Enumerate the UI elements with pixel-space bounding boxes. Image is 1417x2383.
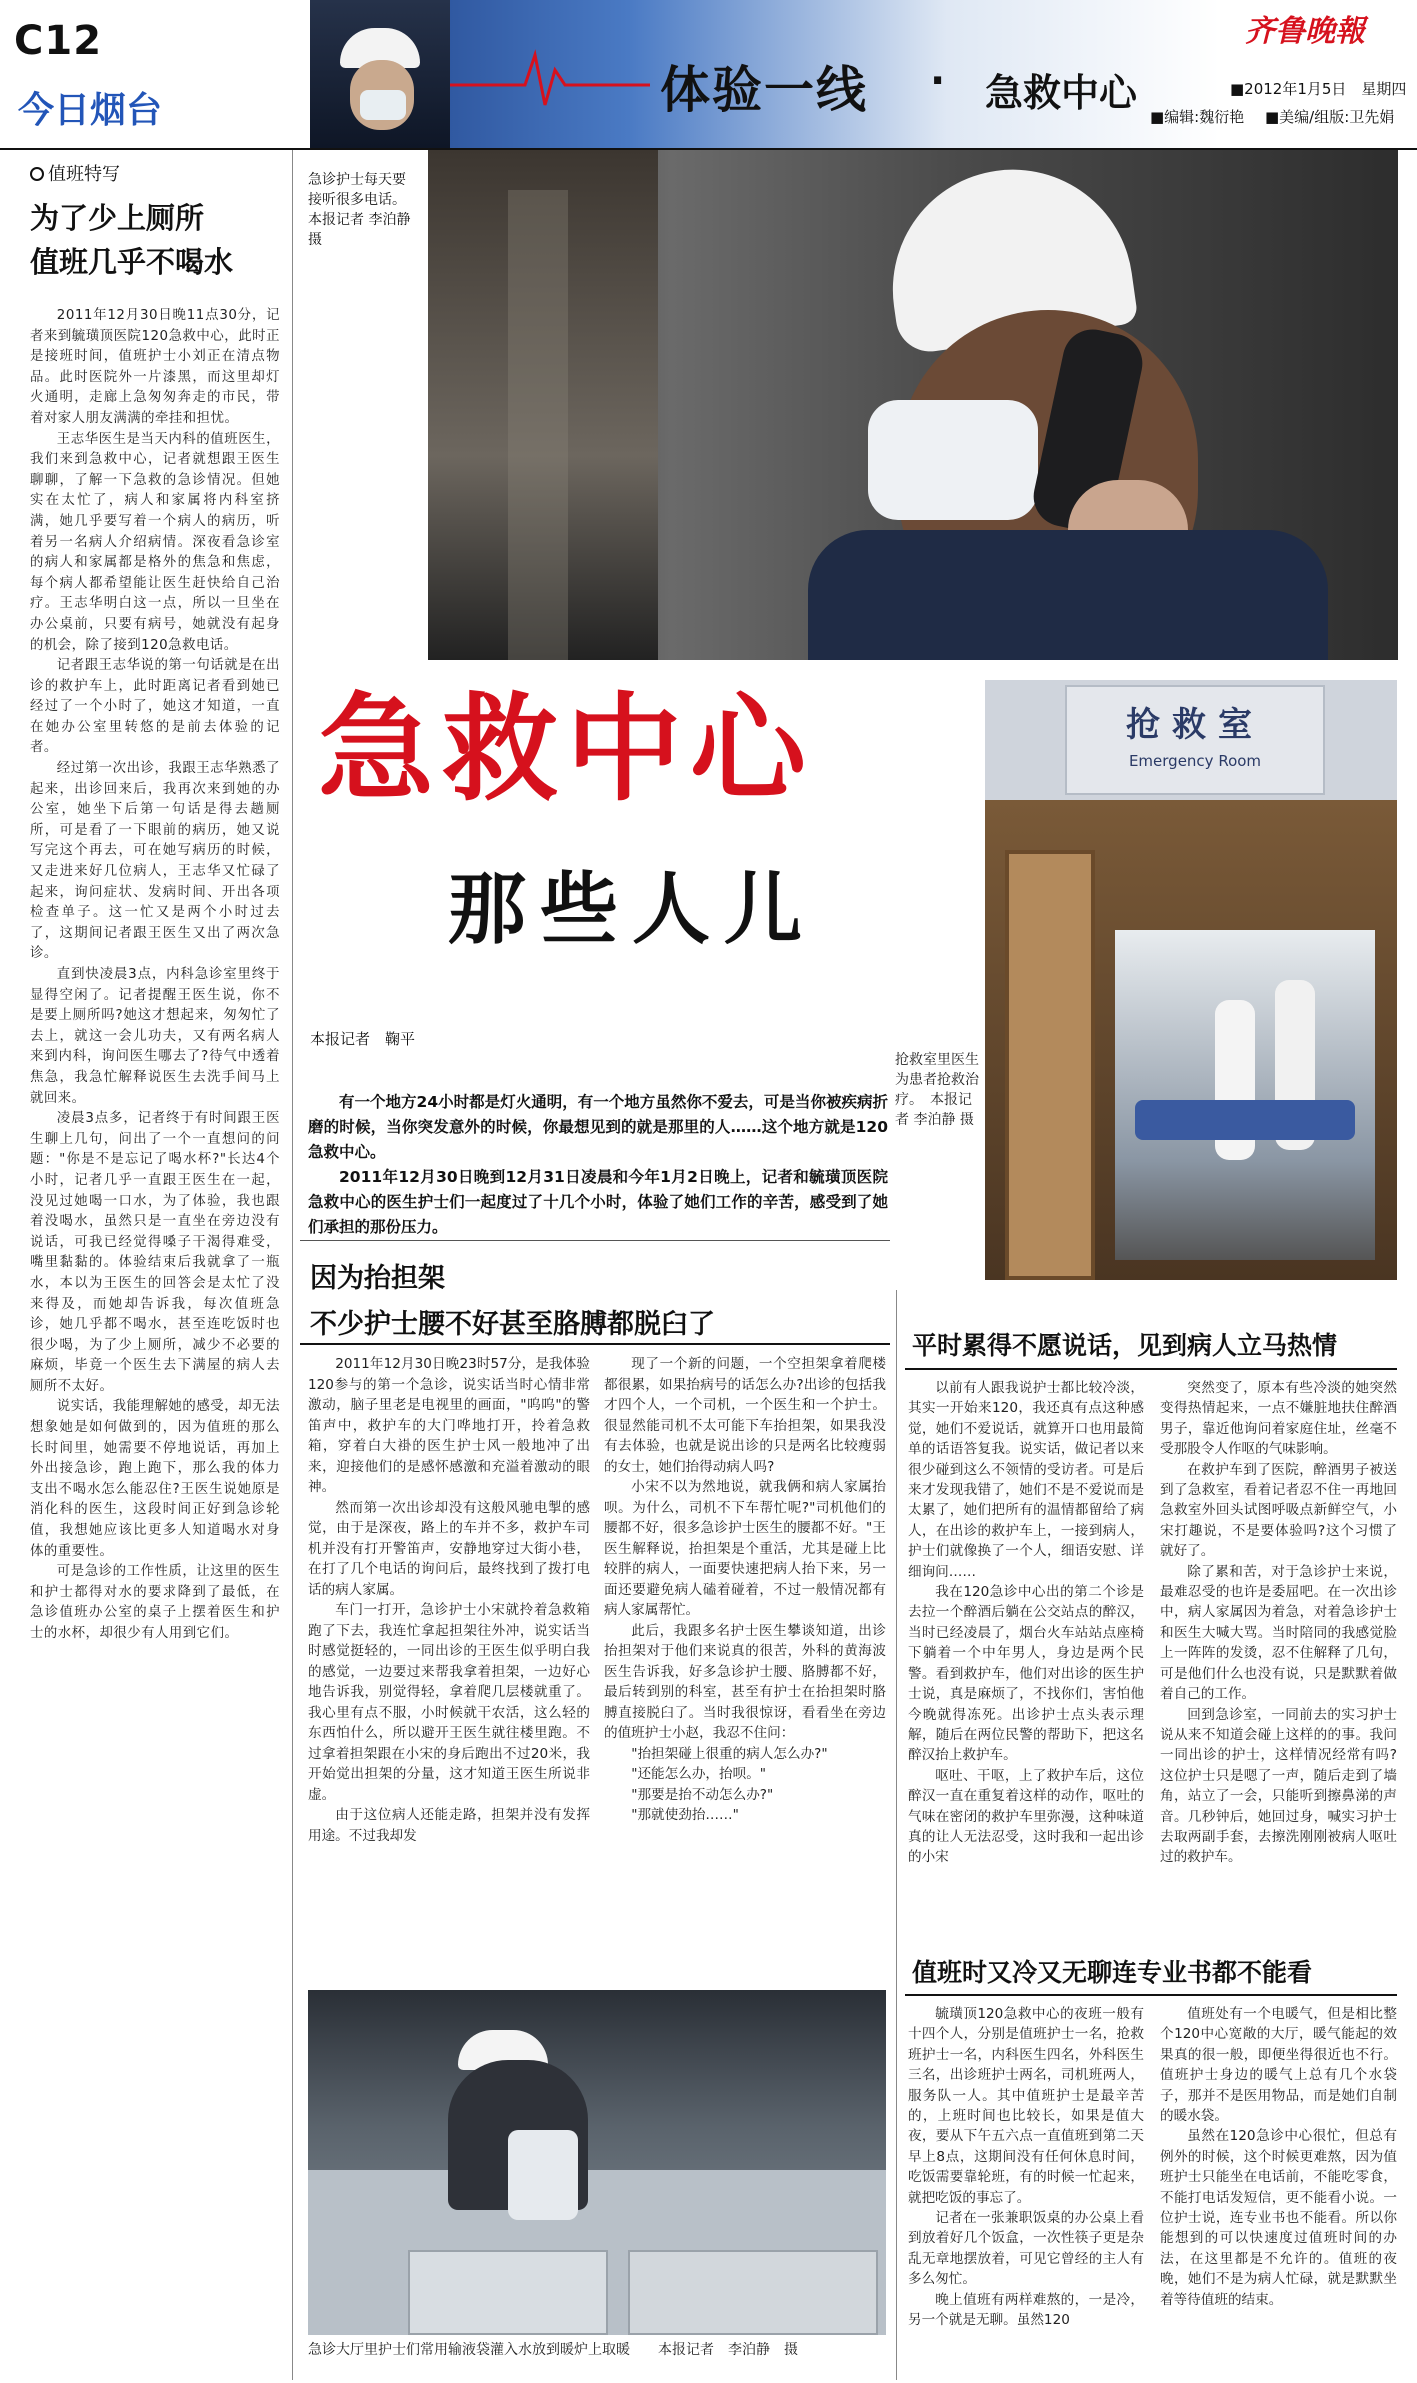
section3-rule	[905, 1994, 1397, 1996]
section1-paragraph: "还能怎么办，抬呗。"	[631, 1766, 767, 1782]
byline: 本报记者 鞠平	[310, 1030, 416, 1048]
section2-col2	[1160, 1378, 1397, 1868]
sidebar-tag-text: 值班特写	[48, 164, 120, 185]
banner-nurse-photo	[310, 0, 450, 148]
newspaper-logo: 齐鲁晚報	[1245, 14, 1365, 49]
sidebar-paragraph: 可是急诊的工作性质，让这里的医生和护士都得对水的要求降到了最低，在急诊值班办公室的桌子上摆着医生和护士的水杯，却很少有人用到它们。	[30, 1564, 280, 1641]
section1-title-1: 因为抬担架	[310, 1263, 445, 1294]
page-number: C12	[14, 18, 103, 64]
section2-paragraph: 除了累和苦，对于急诊护士来说，最难忍受的也许是委屈吧。在一次出诊中，病人家属因为着急，对着急诊护士和医生大喊大骂。当时陪同的我感觉脸上一阵阵的发烫，忍不住解释了几句，可是他们什么也没有说，只是默默着做着自己的工作。	[1160, 1563, 1397, 1703]
section2-paragraph: 呕吐、干呕，上了救护车后，这位醉汉一直在重复着这样的动作，呕吐的气味在密闭的救护车里弥漫，这种味道真的让人无法忍受，这时我和一起出诊的小宋	[908, 1767, 1144, 1866]
tag-marker-icon	[30, 167, 44, 181]
emergency-room-photo	[985, 680, 1397, 1280]
room-sign-cn: 抢救室	[1126, 705, 1264, 745]
sidebar-title-1: 为了少上厕所	[30, 201, 205, 235]
sidebar-tag	[30, 160, 280, 186]
lead-text	[308, 1090, 888, 1240]
section1-paragraph: 车门一打开，急诊护士小宋就拎着急救箱跑了下去，我连忙拿起担架往外冲，说实话当时感觉挺轻的，一同出诊的王医生似乎明白我的感觉，一边要过来帮我拿着担架，一边好心地告诉我，别觉得轻，拿着爬几层楼就重了。我心里有点不服，小时候就干农活，这么轻的东西怕什么，所以避开王医生就往楼里跑。不过拿着担架跟在小宋的身后跑出不过20米，我开始觉出担架的分量，这才知道王医生所说非虚。	[308, 1602, 590, 1803]
section2-paragraph: 突然变了，原本有些冷淡的她突然变得热情起来，一点不嫌脏地扶住醉酒男子，靠近他询问着家庭住址，丝毫不受那股令人作呕的气味影响。	[1160, 1380, 1397, 1458]
section2-rule	[905, 1368, 1397, 1370]
section2-paragraph: 我在120急诊中心出的第二个诊是去拉一个醉酒后躺在公交站点的醉汉，当时已经凌晨了，烟台火车站站点座椅下躺着一个中年男人，身边是两个民警。看到救护车，他们对出诊的医生护士说，真是麻烦了，不找你们，害怕他今晚就得冻死。出诊护士点头表示理解，随后在两位民警的帮助下，把这名醉汉抬上救护车。	[908, 1584, 1144, 1764]
section2-paragraph: 在救护车到了医院，醉酒男子被送到了急救室，看着记者忍不住一再地回急救室外回头试图呼吸点新鲜空气，小宋打趣说，不是要体验吗?这个习惯了就好了。	[1160, 1461, 1397, 1560]
nurse-infusion-bag-photo	[308, 1990, 886, 2335]
main-headline-1: 急救中心	[318, 682, 814, 817]
section1-col1	[308, 1354, 590, 1846]
lead-paragraph: 2011年12月30日晚到12月31日凌晨和今年1月2日晚上，记者和毓璜顶医院急救中心的医生护士们一起度过了十几个小时，体验了她们工作的辛苦，感受到了她们承担的那份压力。	[308, 1168, 888, 1236]
section1-paragraph: "那就使劲抬……"	[631, 1807, 739, 1823]
section1-paragraph: "那要是抬不动怎么办?"	[631, 1786, 774, 1803]
section1-paragraph: 由于这位病人还能走路，担架并没有发挥用途。不过我却发	[308, 1807, 590, 1844]
editor-credit: ■编辑:魏衍艳	[1150, 108, 1245, 126]
section2-title: 平时累得不愿说话，见到病人立马热情	[912, 1331, 1338, 1360]
section1-paragraph: "抬担架碰上很重的病人怎么办?"	[631, 1745, 828, 1762]
section1-paragraph: 然而第一次出诊却没有这般风驰电掣的感觉，由于是深夜，路上的车并不多，救护车司机并没有打开警笛声，安静地穿过大街小巷，在打了几个电话的询问后，最终找到了拨打电话的病人家属。	[308, 1499, 590, 1598]
designer-credit: ■美编/组版:卫先娟	[1265, 108, 1395, 126]
section1-paragraph: 2011年12月30日晚23时57分，是我体验120参与的第一个急诊，说实话当时心情非常激动，脑子里老是电视里的画面，"呜呜"的警笛声中，救护车的大门哗地打开，拎着急救箱，穿着白大褂的医生护士风一般地冲了出来，迎接他们的是感怀感激和充溢着激动的眼神。	[308, 1356, 590, 1495]
lead-rule	[300, 1240, 890, 1241]
section3-col2	[1160, 2004, 1397, 2310]
column-divider	[896, 1290, 897, 2380]
section1-col2	[604, 1354, 886, 1826]
header-bar	[0, 0, 1417, 150]
photo2-caption: 抢救室里医生为患者抢救治疗。 本报记者 李泊静 摄	[895, 1052, 979, 1128]
section1-title-2: 不少护士腰不好甚至胳膊都脱臼了	[310, 1309, 715, 1340]
main-headline-2: 那些人儿	[448, 865, 817, 955]
section-name: 今日烟台	[18, 90, 163, 131]
nurse-phone-photo	[428, 150, 1398, 660]
photo1-caption: 急诊护士每天要接听很多电话。 本报记者 李泊静 摄	[308, 172, 413, 248]
section2-paragraph: 回到急诊室，一同前去的实习护士说从来不知道会碰上这样的的事。我问一同出诊的护士，这样情况经常有吗?这位护士只是嗯了一声，随后走到了墙角，站立了一会，只能听到擦鼻涕的声音。几秒钟后，她回过身，喊实习护士去取两副手套，去擦洗刚刚被病人呕吐过的救护车。	[1160, 1706, 1397, 1866]
sidebar-paragraph: 说实话，我能理解她的感受，却无法想象她是如何做到的，因为值班的那么长时间里，她需要不停地说话，再加上外出接急诊，跑上跑下，那么我的体力支出不喝水怎么能忍住?王医生说她原是消化科的医生，这段时间正好到急诊轮值，我想她应该比更多人知道喝水对身体的重要性。	[30, 1399, 280, 1559]
sidebar-paragraph: 王志华医生是当天内科的值班医生，我们来到急救中心，记者就想跟王医生聊聊，了解一下急救的急诊情况。但她实在太忙了，病人和家属将内科室挤满，她几乎要写着一个病人的病历，听着另一名病人介绍病情。深夜看急诊室的病人和家属都是格外的焦急和焦虑，每个病人都希望能让医生赶快给自己治疗。王志华明白这一点，所以一旦坐在办公桌前，只要有病号，她就没有起身的机会，除了接到120急救电话。	[30, 431, 280, 653]
section1-rule	[300, 1343, 890, 1345]
section2-paragraph: 以前有人跟我说护士都比较冷淡，其实一开始来120，我还真有点这种感觉，她们不爱说话，就算开口也用最简单的话语答复我。说实话，做记者以来很少碰到这么不领情的受访者。可是后来才发现我错了，她们不是不爱说而是太累了，她们把所有的温情都留给了病人，在出诊的救护车上，一接到病人，护士们就像换了一个人，细语安慰、详细询问……	[908, 1380, 1144, 1580]
photo3-caption: 急诊大厅里护士们常用输液袋灌入水放到暖炉上取暖 本报记者 李泊静 摄	[308, 2342, 798, 2358]
section3-title: 值班时又冷又无聊连专业书都不能看	[912, 1958, 1313, 1987]
section1-paragraph: 小宋不以为然地说，就我俩和病人家属抬呗。为什么，司机不下车帮忙呢?"司机他们的腰都不好，很多急诊护士医生的腰都不好。"王医生解释说，抬担架是个重活，尤其是碰上比较胖的病人，一面要快速把病人抬下来，另一面还要避免病人磕着碰着，不过一般情况都有病人家属帮忙。	[604, 1479, 886, 1618]
sidebar-paragraph: 经过第一次出诊，我跟王志华熟悉了起来，出诊回来后，我再次来到她的办公室，她坐下后第一句话是得去趟厕所，可是看了一下眼前的病历，她又说写完这个再去，可在她写病历的时候，又走进来好几位病人，王志华又忙碌了起来，询问症状、发病时间、开出各项检查单子。这一忙又是两个小时过去了，这期间记者跟王医生又出了两次急诊。	[30, 761, 280, 962]
sidebar-paragraph: 凌晨3点多，记者终于有时间跟王医生聊上几句，问出了一个一直想问的问题："你是不是忘记了喝水杯?"长达4个小时，记者几乎一直跟王医生在一起，没见过她喝一口水，为了体验，我也跟着没喝水，虽然只是一直坐在旁边没有说话，可我已经觉得嗓子干渴得难受，嘴里黏黏的。体验结束后我就拿了一瓶水，本以为王医生的回答会是太忙了没来得及，而她却告诉我，每次值班急诊，她几乎都不喝水，甚至连吃饭时也很少喝，为了少上厕所，减少不必要的麻烦，毕竟一个医生去下满屋的病人去厕所不太好。	[30, 1111, 280, 1394]
section1-paragraph: 现了一个新的问题，一个空担架拿着爬楼都很累，如果抬病号的话怎么办?出诊的包括我才四个人，一个司机，一个医生和一个护士。很显然能司机不太可能下车抬担架，如果我没有去体验，也就是说出诊的只是两名比较瘦弱的女士，她们抬得动病人吗?	[604, 1356, 886, 1475]
room-sign	[1065, 685, 1325, 795]
banner-dot: ·	[930, 58, 946, 104]
section3-col1	[908, 2004, 1144, 2331]
sidebar-body	[30, 306, 280, 1645]
section3-paragraph: 晚上值班有两样难熬的，一是冷，另一个就是无聊。虽然120	[908, 2291, 1144, 2329]
room-sign-en: Emergency Room	[1128, 752, 1262, 770]
sidebar-rule	[292, 150, 293, 2380]
sidebar-article	[30, 160, 280, 1645]
sidebar-paragraph: 直到快凌晨3点，内科急诊室里终于显得空闲了。记者提醒王医生说，你不是要上厕所吗?她这才想起来，匆匆忙了去上，就这一会儿功夫，又有两名病人来到内科，询问医生哪去了?待气中透着焦急，我急忙解释说医生去洗手间马上就回来。	[30, 967, 280, 1106]
sidebar-title-2: 值班几乎不喝水	[30, 245, 234, 279]
sidebar-paragraph: 记者跟王志华说的第一句话就是在出诊的救护车上，此时距离记者看到她已经过了一个小时了，她这才知道，一直在她办公室里转悠的是前去体验的记者。	[30, 658, 280, 756]
section3-paragraph: 记者在一张兼职饭桌的办公桌上看到放着好几个饭盒，一次性筷子更是杂乱无章地摆放着，可见它曾经的主人有多么匆忙。	[908, 2210, 1144, 2288]
section3-paragraph: 毓璜顶120急救中心的夜班一般有十四个人，分别是值班护士一名，抢救班护士一名，内科医生四名，外科医生三名，出诊班护士两名，司机班两人，服务队一人。其中值班护士是最辛苦的，上班时间也比较长，如果是值大夜，要从下午五六点一直值班到第二天早上8点，这期间没有任何休息时间，吃饭需要靠轮班，有的时候一忙起来，就把吃饭的事忘了。	[908, 2006, 1144, 2206]
sidebar-paragraph: 2011年12月30日晚11点30分，记者来到毓璜顶医院120急救中心，此时正是接班时间，值班护士小刘正在清点物品。此时医院外一片漆黑，而这里却灯火通明，走廊上急匆匆奔走的市民，带着对家人朋友满满的牵挂和担忧。	[30, 308, 280, 426]
section3-paragraph: 值班处有一个电暖气，但是相比整个120中心宽敞的大厅，暖气能起的效果真的很一般，即便坐得很近也不行。值班护士身边的暖气上总有几个水袋子，那并不是医用物品，而是她们自制的暖水袋。	[1160, 2006, 1397, 2125]
section1-paragraph: 此后，我跟多名护士医生攀谈知道，出诊抬担架对于他们来说真的很苦，外科的黄海波医生告诉我，好多急诊护士腰、胳膊都不好，最后转到别的科室，甚至有护士在抬担架时胳膊直接脱臼了。当时我很惊讶，看看坐在旁边的值班护士小赵，我忍不住问：	[604, 1622, 886, 1741]
section3-paragraph: 虽然在120急诊中心很忙，但总有例外的时候，这个时候更难熬，因为值班护士只能坐在电话前，不能吃零食，不能打电话发短信，更不能看小说。一位护士说，连专业书也不能看。所以你能想到的可以快速度过值班时间的办法，在这里都是不允许的。值班的夜晚，她们不是为病人忙碌，就是默默坐着等待值班的结束。	[1160, 2128, 1397, 2308]
issue-date: ■2012年1月5日 星期四	[1230, 80, 1407, 98]
banner-subtitle: 急救中心	[985, 71, 1138, 115]
lead-paragraph: 有一个地方24小时都是灯火通明，有一个地方虽然你不爱去，可是当你被疾病折磨的时候，当你突发意外的时候，你最想见到的就是那里的人……这个地方就是120急救中心。	[308, 1093, 888, 1161]
banner-title: 体验一线	[660, 61, 868, 119]
section2-col1	[908, 1378, 1144, 1868]
